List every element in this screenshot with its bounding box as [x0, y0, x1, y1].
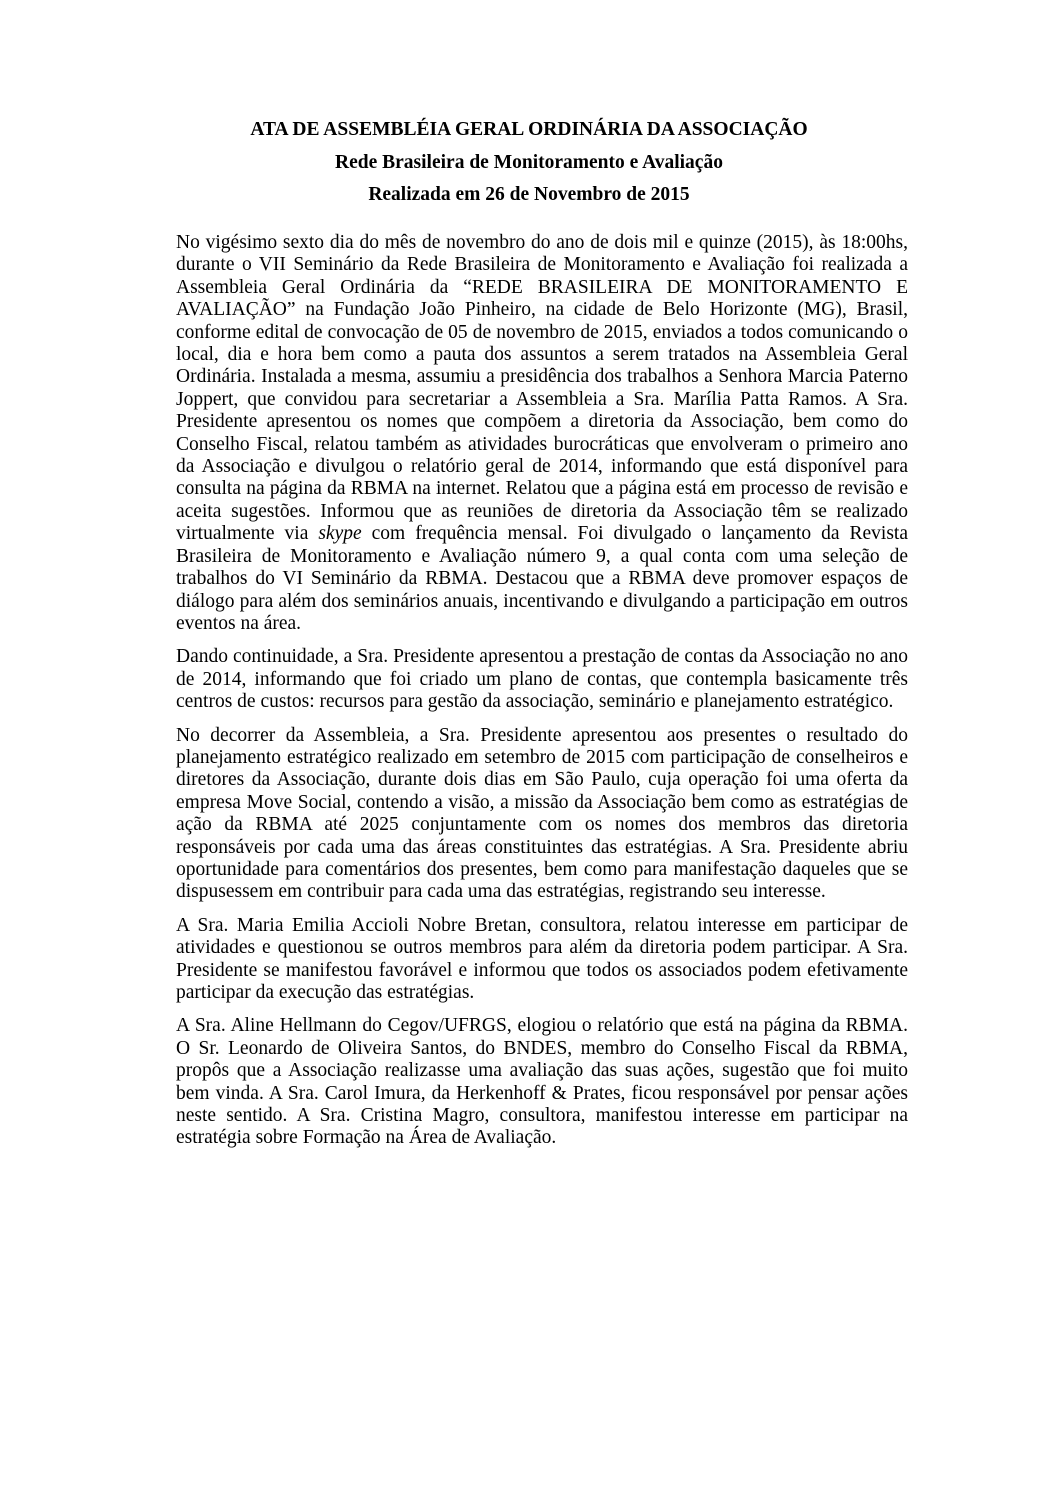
- paragraph-1-part-a: No vigésimo sexto dia do mês de novembro do ano de dois mil e quinze (2015), às 18:00hs, durante o VII Seminário da Rede Brasileira de Monitoramento e Avaliação foi realizada a Assembleia Geral Ordinária da “REDE BRASILEIRA DE MONITORAMENTO E AVALIAÇÃO” na Fundação João Pinheiro, na cidade de Belo Horizonte (MG), Brasil, conforme edital de convocação de 05 de novembro de 2015, enviados a todos comunicando o local, dia e hora bem como a pauta dos assuntos a serem tratados na Assembleia Geral Ordinária. Instalada a mesma, assumiu a presidência dos trabalhos a Senhora Marcia Paterno Joppert, que convidou para secretariar a Assembleia a Sra. Marília Patta Ramos. A Sra. Presidente apresentou os nomes que compõem a diretoria da Associação, bem como do Conselho Fiscal, relatou também as atividades burocráticas que envolveram o primeiro ano da Associação e divulgou o relatório geral de 2014, informando que está disponível para consulta na página da RBMA na internet. Relatou que a página está em processo de revisão e aceita sugestões. Informou que as reuniões de diretoria da Associação têm se realizado virtualmente via: [176, 232, 908, 545]
- paragraph-2: Dando continuidade, a Sra. Presidente apresentou a prestação de contas da Associação no ano de 2014, informando que foi criado um plano de contas, que contempla basicamente três centros de custos: recursos para gestão da associação, seminário e planejamento estratégico.: [176, 646, 908, 713]
- paragraph-1-part-b: com frequência mensal. Foi divulgado o lançamento da Revista Brasileira de Monitoramento e Avaliação número 9, a qual conta com uma seleção de trabalhos do VI Seminário da RBMA. Destacou que a RBMA deve promover espaços de diálogo para além dos seminários anuais, incentivando e divulgando a participação em outros eventos na área.: [176, 523, 908, 634]
- paragraph-5: A Sra. Aline Hellmann do Cegov/UFRGS, elogiou o relatório que está na página da RBMA. O Sr. Leonardo de Oliveira Santos, do BNDES, membro do Conselho Fiscal da RBMA, propôs que a Associação realizasse uma avaliação das suas ações, sugestão que foi muito bem vinda. A Sra. Carol Imura, da Herkenhoff & Prates, ficou responsável por pensar ações neste sentido. A Sra. Cristina Magro, consultora, manifestou interesse em participar na estratégia sobre Formação na Área de Avaliação.: [176, 1015, 908, 1149]
- document-date-line: Realizada em 26 de Novembro de 2015: [368, 184, 690, 205]
- title-block: [0, 119, 1058, 217]
- document-body: [176, 232, 908, 1161]
- paragraph-4: A Sra. Maria Emilia Accioli Nobre Bretan, consultora, relatou interesse em participar de atividades e questionou se outros membros para além da diretoria podem participar. A Sra. Presidente se manifestou favorável e informou que todos os associados podem efetivamente participar da execução das estratégias.: [176, 914, 908, 1003]
- document-title: ATA DE ASSEMBLÉIA GERAL ORDINÁRIA DA ASSOCIAÇÃO: [250, 119, 808, 140]
- paragraph-1: [176, 232, 908, 635]
- paragraph-3: No decorrer da Assembleia, a Sra. Presidente apresentou aos presentes o resultado do planejamento estratégico realizado em setembro de 2015 com participação de conselheiros e diretores da Associação, durante dois dias em São Paulo, cuja operação foi uma oferta da empresa Move Social, contendo a visão, a missão da Associação bem como as estratégias de ação da RBMA até 2025 conjuntamente com os nomes dos membros das diretoria responsáveis por cada uma das áreas constituintes das estratégias. A Sra. Presidente abriu oportunidade para comentários dos presentes, bem como para manifestação daqueles que se dispusessem em contribuir para cada uma das estratégias, registrando seu interesse.: [176, 724, 908, 903]
- paragraph-1-italic-term: skype: [318, 523, 362, 545]
- document-subtitle: Rede Brasileira de Monitoramento e Avaliação: [335, 151, 723, 173]
